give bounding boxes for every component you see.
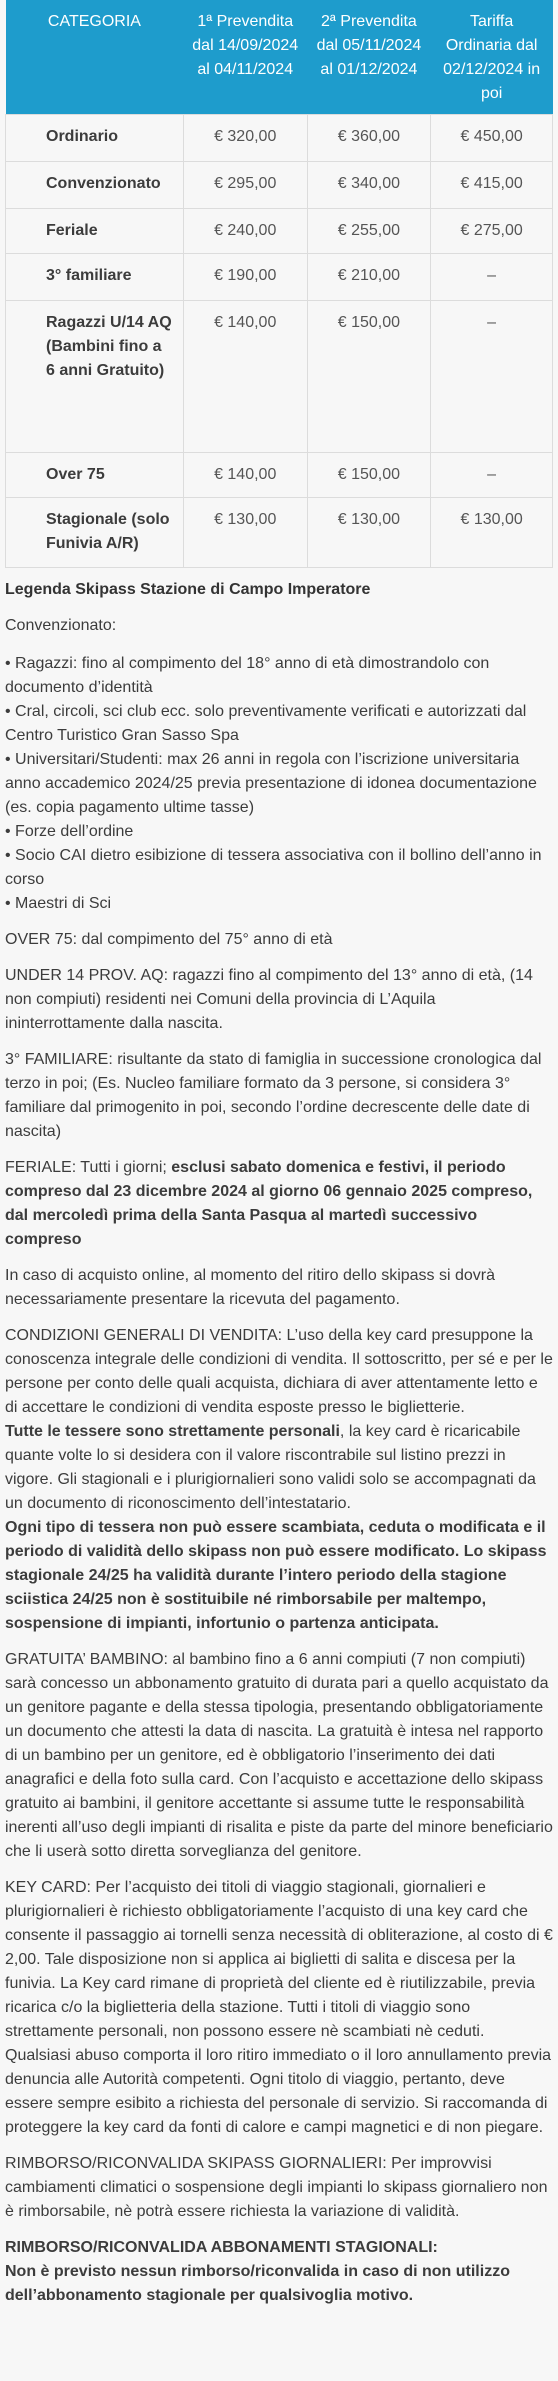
price-cell: € 340,00 <box>307 162 431 209</box>
personal-cards-bold: Tutte le tessere sono strettamente personali <box>5 1423 340 1440</box>
header-presale-2: 2ª Prevendita dal 05/11/2024 al 01/12/2024 <box>307 0 431 115</box>
keycard-note: KEY CARD: Per l’acquisto dei titoli di viaggio stagionali, giornalieri e plurigiornalieri è richiesto obbligatoriamente l’acquisto di una key card che consente il passaggio ai tornelli senza necessità di obliterazione, al costo di € 2,00. Tale disposizione non si applica ai biglietti di salita e discesa per la funivia. La Key card rimane di proprietà del cliente ed è riutilizzabile, previa ricarica c/o la biglietteria della stazione. Tutti i titoli di viaggio sono strettamente personali, non possono essere nè scambiati nè ceduti. Qualsiasi abuso comporta il loro ritiro immediato o il loro annullamento previa denuncia alle Autorità competenti. Ogni titolo di viaggio, pertanto, deve essere sempre esibito a richiesta del personale di servizio. Si raccomanda di proteggere la key card da fonti di calore e campi magnetici e di non piegare. <box>5 1879 553 2136</box>
table-header-row <box>6 0 553 115</box>
price-cell: € 295,00 <box>183 162 307 209</box>
personal-cards-text: , la key card è ricaricabile quante volte lo si desidera con il valore riscontrabile sul listino prezzi in vigore. Gli stagionali e i plurigiornalieri sono validi solo se accompagnati da un documento di riconoscimento dell’intestatario. <box>5 1423 536 1512</box>
price-cell: € 255,00 <box>307 209 431 254</box>
price-cell: – <box>431 301 553 453</box>
conditions-text: CONDIZIONI GENERALI DI VENDITA: L’uso della key card presuppone la conoscenza integrale delle condizioni di vendita. Il sottoscritto, per sé e per le persone per conto delle quali acquista, dichiara di aver attentamente letto e di accettare le condizioni di vendita esposte presso le biglietterie. <box>5 1327 553 1416</box>
price-cell: € 450,00 <box>431 115 553 162</box>
familiare-note: 3° FAMILIARE: risultante da stato di famiglia in successione cronologica dal terzo in poi; (Es. Nucleo familiare formato da 3 persone, si considera 3° familiare dal primogenito in poi, secondo l’ordine decrescente delle date di nascita) <box>5 1051 542 1140</box>
under14-note: UNDER 14 PROV. AQ: ragazzi fino al compimento del 13° anno di età, (14 non compiuti) residenti nei Comuni della provincia di L’Aquila ininterrottamente dalla nascita. <box>5 967 533 1032</box>
table-row <box>6 162 553 209</box>
child-free-note: GRATUITA’ BAMBINO: al bambino fino a 6 anni compiuti (7 non compiuti) sarà concesso un abbonamento gratuito di durata pari a quello acquistato da un genitore pagante e della stessa tipologia, presentando obbligatoriamente un documento che attesti la data di nascita. La gratuità è intesa nel rapporto di un bambino per un genitore, ed è obbligatorio l’inserimento dei dati anagrafici e della foto sulla card. Con l’acquisto e accettazione dello skipass gratuito ai bambini, il genitore accettante si assume tutte le responsabilità inerenti all’uso degli impianti di risalita e piste da parte del minore beneficiario che li userà sotto diretta sorveglianza del genitore. <box>5 1651 553 1860</box>
feriale-note <box>5 1156 553 1252</box>
price-cell: € 130,00 <box>431 498 553 568</box>
convenzionato-label: Convenzionato: <box>5 617 117 634</box>
row-category: Convenzionato <box>6 162 184 209</box>
table-row <box>6 498 553 568</box>
table-row <box>6 453 553 498</box>
price-cell: € 140,00 <box>183 453 307 498</box>
row-category: 3° familiare <box>6 254 184 301</box>
price-cell: € 150,00 <box>307 453 431 498</box>
list-item: • Socio CAI dietro esibizione di tessera associativa con il bollino dell’anno in corso <box>5 844 553 892</box>
price-cell: € 190,00 <box>183 254 307 301</box>
price-cell: € 275,00 <box>431 209 553 254</box>
row-category: Ordinario <box>6 115 184 162</box>
list-item: • Maestri di Sci <box>5 892 553 916</box>
price-cell: € 240,00 <box>183 209 307 254</box>
header-presale-1: 1ª Prevendita dal 14/09/2024 al 04/11/2024 <box>183 0 307 115</box>
conditions-note <box>5 1324 553 1636</box>
online-note: In caso di acquisto online, al momento del ritiro dello skipass si dovrà necessariamente presentare la ricevuta del pagamento. <box>5 1267 496 1308</box>
list-item: • Universitari/Studenti: max 26 anni in regola con l’iscrizione universitaria anno accademico 2024/25 previa presentazione di idonea documentazione (es. copia pagamento ultime tasse) <box>5 748 553 820</box>
price-cell: € 130,00 <box>183 498 307 568</box>
row-category: Stagionale (solo Funivia A/R) <box>6 498 184 568</box>
header-category: CATEGORIA <box>6 0 184 115</box>
legend-title: Legenda Skipass Stazione di Campo Imperatore <box>5 581 371 598</box>
non-transferable-bold: Ogni tipo di tessera non può essere scambiata, ceduta o modificata e il periodo di validità dello skipass non può essere modificato. Lo skipass stagionale 24/25 ha validità durante l’intero periodo della stagione sciistica 24/25 non è sostituibile né rimborsabile per maltempo, sospensione di impianti, infortunio o partenza anticipata. <box>5 1519 547 1632</box>
seasonal-refund-title: RIMBORSO/RICONVALIDA ABBONAMENTI STAGIONALI: <box>5 2239 438 2256</box>
price-cell: € 360,00 <box>307 115 431 162</box>
table-row <box>6 301 553 453</box>
feriale-label: FERIALE: Tutti i giorni; <box>5 1159 172 1176</box>
price-cell: € 140,00 <box>183 301 307 453</box>
list-item: • Ragazzi: fino al compimento del 18° anno di età dimostrandolo con documento d’identità <box>5 652 553 700</box>
row-category: Ragazzi U/14 AQ (Bambini fino a 6 anni Gratuito) <box>6 301 184 453</box>
header-standard-rate: Tariffa Ordinaria dal 02/12/2024 in poi <box>431 0 553 115</box>
row-category: Feriale <box>6 209 184 254</box>
price-cell: – <box>431 453 553 498</box>
price-cell: € 320,00 <box>183 115 307 162</box>
table-row <box>6 209 553 254</box>
table-row <box>6 115 553 162</box>
price-cell: – <box>431 254 553 301</box>
row-category: Over 75 <box>6 453 184 498</box>
table-row <box>6 254 553 301</box>
seasonal-refund-text: Non è previsto nessun rimborso/riconvalida in caso di non utilizzo dell’abbonamento stagionale per qualsivoglia motivo. <box>5 2263 510 2304</box>
price-cell: € 150,00 <box>307 301 431 453</box>
price-table <box>5 0 553 568</box>
price-cell: € 130,00 <box>307 498 431 568</box>
price-cell: € 210,00 <box>307 254 431 301</box>
convenzionato-list <box>5 652 553 916</box>
feriale-period: esclusi sabato domenica e festivi, il periodo compreso dal 23 dicembre 2024 al giorno 06 gennaio 2025 compreso, dal mercoledì prima della Santa Pasqua al martedì successivo compreso <box>5 1159 533 1248</box>
list-item: • Cral, circoli, sci club ecc. solo preventivamente verificati e autorizzati dal Centro Turistico Gran Sasso Spa <box>5 700 553 748</box>
price-cell: € 415,00 <box>431 162 553 209</box>
daily-refund-note: RIMBORSO/RICONVALIDA SKIPASS GIORNALIERI: Per improvvisi cambiamenti climatici o sospensione degli impianti lo skipass giornaliero non è rimborsabile, nè potrà essere richiesta la variazione di validità. <box>5 2155 548 2220</box>
seasonal-refund-note <box>5 2236 553 2308</box>
legend-section <box>5 578 553 2308</box>
over75-note: OVER 75: dal compimento del 75° anno di età <box>5 931 333 948</box>
list-item: • Forze dell’ordine <box>5 820 553 844</box>
